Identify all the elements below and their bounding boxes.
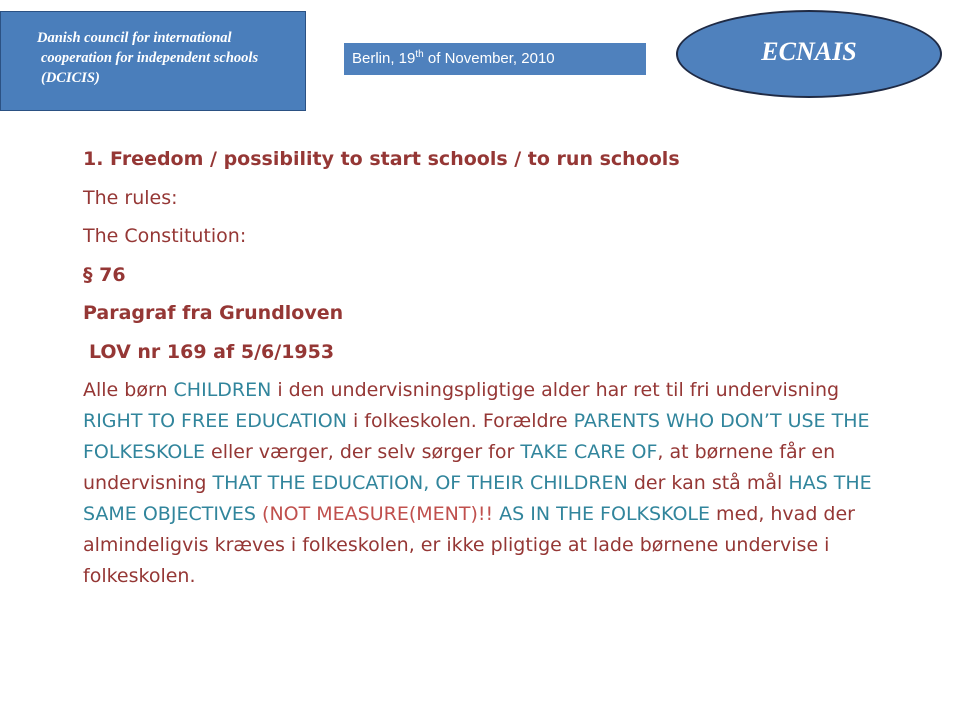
date-prefix: Berlin, 19 [352, 50, 416, 67]
org-name-line-3: (DCICIS) [41, 70, 100, 86]
dcicis-logo-box [0, 11, 306, 111]
paragraph-run: i folkeskolen. Forældre [346, 410, 574, 432]
date-banner [344, 43, 646, 75]
constitution-paragraph [83, 375, 883, 592]
org-name-line-2: cooperation for independent schools [41, 50, 259, 66]
paragraph-run: AS IN THE FOLKSKOLE [493, 503, 711, 525]
paragraph-run: HAS THE SAME OBJECTIVES [83, 472, 872, 525]
paragraph-run: der kan stå mål [627, 472, 789, 494]
org-name-line-1: Danish council for international [37, 30, 232, 46]
paragraph-run: (NOT MEASURE(MENT)!! [256, 503, 494, 525]
paragraph-run: i den undervisningspligtige alder har ret til fri undervisning [271, 379, 840, 401]
paragraph-run: Alle børn [83, 379, 174, 401]
paragraph-run: TAKE CARE OF [520, 441, 658, 463]
paragraph-run: THAT THE EDUCATION, OF THEIR CHILDREN [212, 472, 628, 494]
ecnais-logo-ellipse [676, 10, 942, 98]
section-number: § 76 [83, 263, 126, 286]
paragraph-run: RIGHT TO FREE EDUCATION [83, 410, 347, 432]
paragraf-title: Paragraf fra Grundloven [83, 302, 344, 324]
date-superscript: th [415, 49, 424, 60]
ecnais-label: ECNAIS [761, 37, 857, 66]
law-reference: LOV nr 169 af 5/6/1953 [89, 340, 335, 363]
date-suffix: of November, 2010 [423, 50, 555, 67]
rules-label: The rules: [83, 186, 178, 209]
slide-content [83, 140, 883, 592]
constitution-label: The Constitution: [83, 225, 247, 247]
paragraph-run: med, hvad der almindeligvis kræves i folkeskolen, er ikke pligtige at lade børnene undervise i folkeskolen. [83, 503, 855, 587]
paragraph-run: PARENTS WHO DON’T USE THE FOLKESKOLE [83, 410, 870, 463]
slide-heading: 1. Freedom / possibility to start schools / to run schools [83, 148, 680, 170]
paragraph-run: CHILDREN [173, 379, 272, 401]
paragraph-run: eller værger, der selv sørger for [204, 441, 521, 463]
paragraph-run: , at børnene får en undervisning [83, 441, 836, 494]
